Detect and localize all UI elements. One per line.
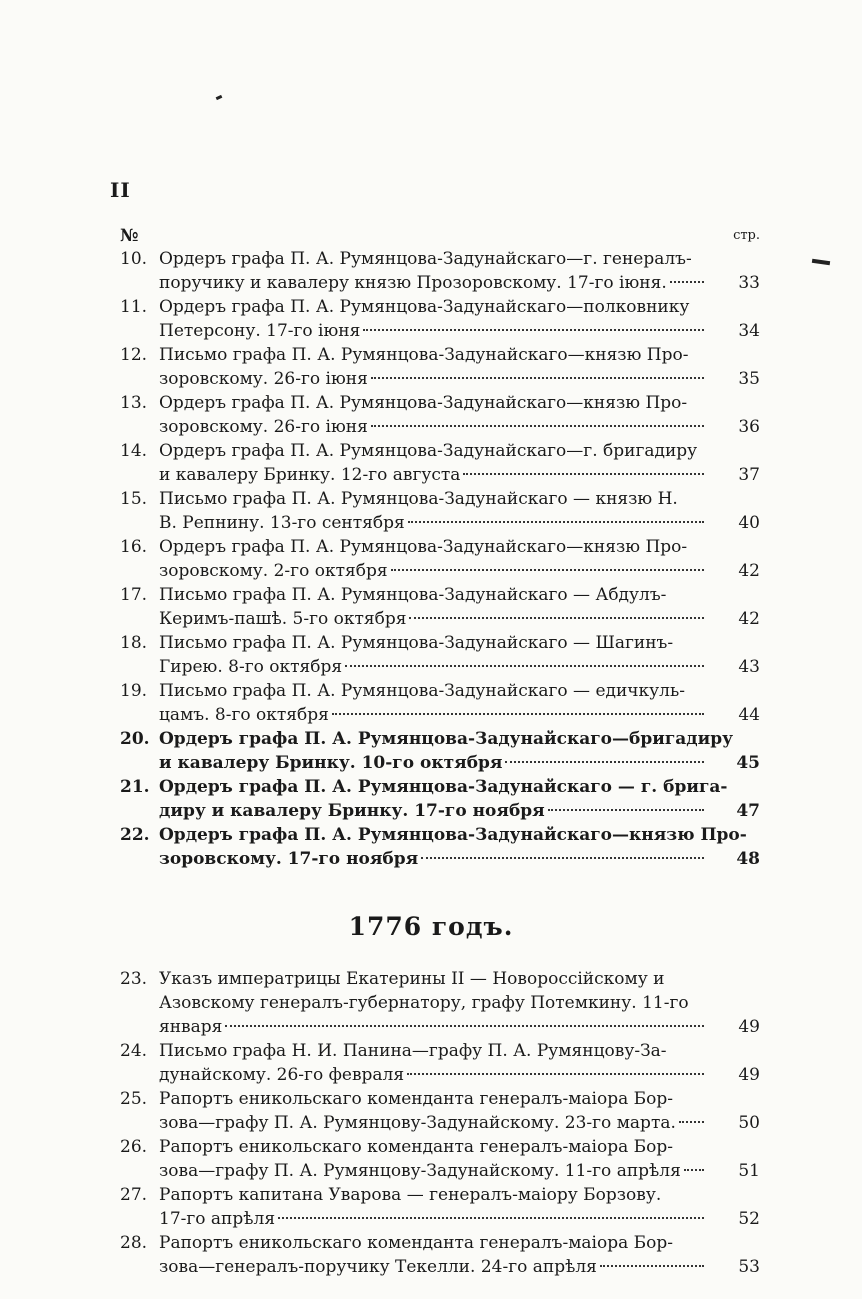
- dot-leader: [345, 665, 704, 667]
- entry-title-line: Ордеръ графа П. А. Румянцова-Задунайскаго—князю Про-: [159, 537, 688, 557]
- entry-page-number: 34: [738, 321, 760, 341]
- dot-leader: [407, 1073, 704, 1075]
- dot-leader: [363, 329, 704, 331]
- dot-leader: [371, 425, 704, 427]
- entry-title-line: дунайскому. 26-го февраля: [159, 1065, 405, 1085]
- entry-title-line: Письмо графа Н. И. Панина—графу П. А. Румянцову-За-: [159, 1041, 667, 1061]
- toc-entry: [120, 1135, 760, 1183]
- entry-page-number: 42: [738, 561, 760, 581]
- dot-leader: [600, 1265, 704, 1267]
- dot-leader: [391, 569, 704, 571]
- dot-leader: [670, 281, 704, 283]
- entry-page-number: 36: [738, 417, 760, 437]
- entry-title-line: Ордеръ графа П. А. Румянцова-Задунайскаго — г. брига-: [159, 777, 728, 797]
- entry-title-line: Рапортъ еникольскаго коменданта генералъ-маіора Бор-: [159, 1233, 674, 1253]
- entry-title-line: Ордеръ графа П. А. Румянцова-Задунайскаго—г. генералъ-: [159, 249, 692, 269]
- entry-number: 12.: [120, 345, 148, 365]
- entry-number: 13.: [120, 393, 148, 413]
- toc-list-1776: [120, 967, 760, 1279]
- dot-leader: [505, 761, 704, 763]
- entry-page-number: 42: [738, 609, 760, 629]
- entry-title-line: зоровскому. 26-го іюня: [159, 417, 368, 437]
- entry-title-line: В. Репнину. 13-го сентября: [159, 513, 405, 533]
- entry-page-number: 49: [738, 1017, 760, 1037]
- toc-list-1775: [120, 247, 760, 871]
- entry-title-line: зова—генералъ-поручику Текелли. 24-го апрѣля: [159, 1257, 597, 1277]
- toc-entry: [120, 727, 760, 775]
- entry-title-line: зоровскому. 26-го іюня: [159, 369, 368, 389]
- entry-number: 17.: [120, 585, 148, 605]
- entry-page-number: 44: [738, 705, 760, 725]
- entry-title-line: Петерсону. 17-го іюня: [159, 321, 361, 341]
- entry-title-line: Рапортъ капитана Уварова — генералъ-маіору Борзову.: [159, 1185, 662, 1205]
- entry-title-line: Ордеръ графа П. А. Румянцова-Задунайскаго—полковнику: [159, 297, 690, 317]
- entry-title-line: Ордеръ графа П. А. Румянцова-Задунайскаго—князю Про-: [159, 825, 747, 845]
- entry-number: 10.: [120, 249, 148, 269]
- entry-title-line: и кавалеру Бринку. 10-го октября: [159, 753, 503, 773]
- dot-leader: [409, 617, 704, 619]
- entry-page-number: 37: [738, 465, 760, 485]
- toc-entry: [120, 439, 760, 487]
- dot-leader: [332, 713, 704, 715]
- dot-leader: [679, 1121, 704, 1123]
- entry-number: 16.: [120, 537, 148, 557]
- entry-title-line: поручику и кавалеру князю Прозоровскому. 17-го іюня.: [159, 273, 667, 293]
- entry-title-line: зова—графу П. А. Румянцову-Задунайскому. 11-го апрѣля: [159, 1161, 681, 1181]
- entry-number: 18.: [120, 633, 148, 653]
- dot-leader: [548, 809, 704, 811]
- entry-title-line: Керимъ-пашѣ. 5-го октября: [159, 609, 407, 629]
- entry-title-line: диру и кавалеру Бринку. 17-го ноября: [159, 801, 545, 821]
- entry-title-line: 17-го апрѣля: [159, 1209, 276, 1229]
- entry-number: 22.: [120, 825, 150, 845]
- page-column-header: стр.: [733, 228, 760, 243]
- dot-leader: [421, 857, 704, 859]
- entry-number: 15.: [120, 489, 148, 509]
- entry-number: 25.: [120, 1089, 148, 1109]
- entry-number: 19.: [120, 681, 148, 701]
- dot-leader: [278, 1217, 704, 1219]
- toc-entry: [120, 391, 760, 439]
- toc-entry: [120, 583, 760, 631]
- entry-number: 24.: [120, 1041, 148, 1061]
- toc-entry: [120, 295, 760, 343]
- number-column-header: №: [120, 226, 139, 246]
- entry-page-number: 49: [738, 1065, 760, 1085]
- toc-entry: [120, 1231, 760, 1279]
- toc-entry: [120, 967, 760, 1039]
- entry-title-line: Указъ императрицы Екатерины II — Новороссійскому и: [159, 969, 665, 989]
- entry-title-line: Азовскому генералъ-губернатору, графу Потемкину. 11-го: [159, 993, 689, 1013]
- dot-leader: [463, 473, 704, 475]
- toc-entry: [120, 487, 760, 535]
- entry-title-line: зоровскому. 2-го октября: [159, 561, 388, 581]
- entry-title-line: Рапортъ еникольскаго коменданта генералъ-маіора Бор-: [159, 1137, 674, 1157]
- entry-number: 23.: [120, 969, 148, 989]
- dot-leader: [684, 1169, 704, 1171]
- entry-page-number: 43: [738, 657, 760, 677]
- entry-title-line: Письмо графа П. А. Румянцова-Задунайскаго — Шагинъ-: [159, 633, 674, 653]
- toc-entry: [120, 679, 760, 727]
- dot-leader: [225, 1025, 704, 1027]
- entry-number: 21.: [120, 777, 150, 797]
- entry-title-line: и кавалеру Бринку. 12-го августа: [159, 465, 461, 485]
- entry-number: 11.: [120, 297, 148, 317]
- entry-number: 20.: [120, 729, 150, 749]
- column-headers: [120, 226, 760, 246]
- toc-entry: [120, 1183, 760, 1231]
- scan-mark: [812, 259, 830, 265]
- entry-number: 14.: [120, 441, 148, 461]
- entry-page-number: 51: [738, 1161, 760, 1181]
- entry-page-number: 33: [738, 273, 760, 293]
- entry-title-line: Гирею. 8-го октября: [159, 657, 343, 677]
- page-number: II: [110, 178, 131, 202]
- entry-title-line: Письмо графа П. А. Румянцова-Задунайскаго — князю Н.: [159, 489, 678, 509]
- entry-title-line: Ордеръ графа П. А. Румянцова-Задунайскаго—князю Про-: [159, 393, 688, 413]
- entry-page-number: 48: [736, 849, 760, 869]
- entry-page-number: 47: [736, 801, 760, 821]
- scan-speck: [216, 95, 223, 100]
- entry-title-line: Письмо графа П. А. Румянцова-Задунайскаго — едичкуль-: [159, 681, 685, 701]
- dot-leader: [371, 377, 704, 379]
- entry-number: 28.: [120, 1233, 148, 1253]
- entry-title-line: Ордеръ графа П. А. Румянцова-Задунайскаго—бригадиру: [159, 729, 733, 749]
- entry-title-line: зоровскому. 17-го ноября: [159, 849, 419, 869]
- year-heading: 1776 годъ.: [348, 912, 514, 941]
- toc-entry: [120, 343, 760, 391]
- entry-page-number: 53: [738, 1257, 760, 1277]
- toc-entry: [120, 1087, 760, 1135]
- entry-page-number: 35: [738, 369, 760, 389]
- entry-number: 27.: [120, 1185, 148, 1205]
- entry-page-number: 45: [736, 753, 760, 773]
- entry-title-line: Рапортъ еникольскаго коменданта генералъ-маіора Бор-: [159, 1089, 674, 1109]
- entry-title-line: января: [159, 1017, 223, 1037]
- entry-title-line: Ордеръ графа П. А. Румянцова-Задунайскаго—г. бригадиру: [159, 441, 698, 461]
- entry-page-number: 40: [738, 513, 760, 533]
- toc-entry: [120, 631, 760, 679]
- entry-title-line: Письмо графа П. А. Румянцова-Задунайскаго — Абдулъ-: [159, 585, 667, 605]
- toc-entry: [120, 535, 760, 583]
- entry-page-number: 52: [738, 1209, 760, 1229]
- entry-title-line: цамъ. 8-го октября: [159, 705, 329, 725]
- entry-page-number: 50: [738, 1113, 760, 1133]
- toc-entry: [120, 247, 760, 295]
- entry-title-line: зова—графу П. А. Румянцову-Задунайскому. 23-го марта.: [159, 1113, 676, 1133]
- dot-leader: [408, 521, 704, 523]
- toc-entry: [120, 775, 760, 823]
- toc-entry: [120, 823, 760, 871]
- entry-number: 26.: [120, 1137, 148, 1157]
- entry-title-line: Письмо графа П. А. Румянцова-Задунайскаго—князю Про-: [159, 345, 689, 365]
- toc-entry: [120, 1039, 760, 1087]
